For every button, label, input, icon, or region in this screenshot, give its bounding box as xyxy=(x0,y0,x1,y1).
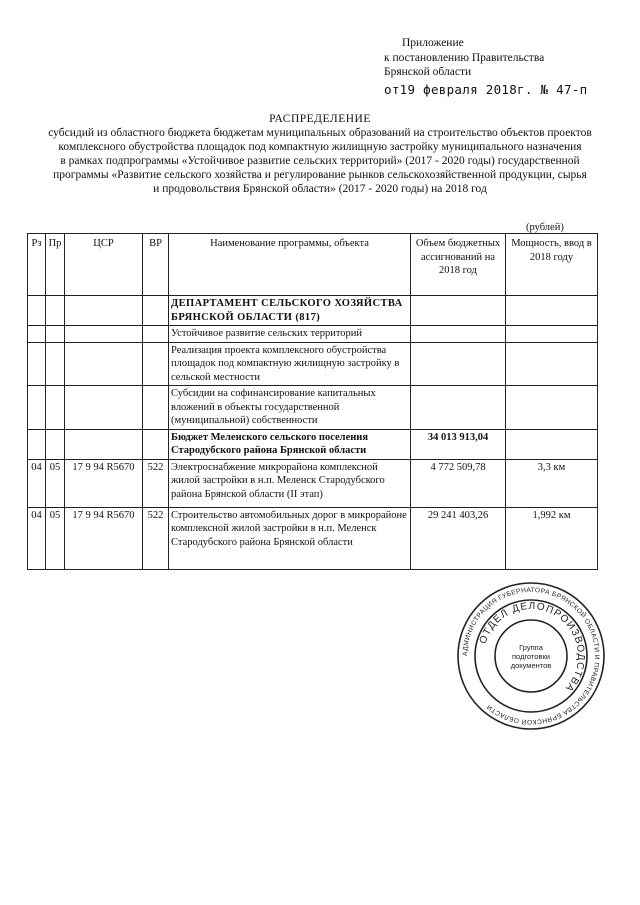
table-row xyxy=(28,296,598,326)
cell-capacity: 3,3 км xyxy=(506,459,598,507)
cell-csr xyxy=(65,342,143,386)
date-prefix: от xyxy=(384,81,400,97)
table-row xyxy=(28,429,598,459)
title-line: и продовольствия Брянской области» (2017 - 2020 годы) на 2018 год xyxy=(153,183,487,195)
cell-pr xyxy=(46,326,65,343)
title-line: программы «Развитие сельского хозяйства и регулирование рынков сельскохозяйственной продукции, сырья xyxy=(53,169,587,181)
annex-date-line xyxy=(384,83,587,98)
cell-amount: 34 013 913,04 xyxy=(411,429,506,459)
cell-name: Строительство автомобильных дорог в микрорайоне комплексной жилой застройки в н.п. Меленск Стародубского района Брянской области xyxy=(169,507,411,569)
title-line: в рамках подпрограммы «Устойчивое развитие сельских территорий» (2017 - 2020 годы) государственной xyxy=(60,155,580,167)
table-row xyxy=(28,459,598,507)
annex-block xyxy=(384,36,587,97)
cell-vr xyxy=(143,429,169,459)
cell-csr xyxy=(65,386,143,430)
cell-rz xyxy=(28,342,46,386)
title-line: комплексного обустройства площадок под компактную жилищную застройку муниципального назначения xyxy=(58,141,582,153)
cell-capacity xyxy=(506,326,598,343)
distribution-table xyxy=(27,233,598,570)
table-row xyxy=(28,326,598,343)
header-vr: ВР xyxy=(143,234,169,296)
cell-name: Электроснабжение микрорайона комплексной жилой застройки в н.п. Меленск Стародубского района Брянской области (II этап) xyxy=(169,459,411,507)
annex-label: Приложение xyxy=(402,37,464,49)
official-seal xyxy=(455,580,607,732)
cell-vr: 522 xyxy=(143,459,169,507)
cell-rz: 04 xyxy=(28,507,46,569)
units-label: (рублей) xyxy=(526,222,564,233)
cell-vr xyxy=(143,326,169,343)
header-name: Наименование программы, объекта xyxy=(169,234,411,296)
seal-inner-line: документов xyxy=(510,661,552,670)
cell-rz xyxy=(28,296,46,326)
cell-capacity xyxy=(506,342,598,386)
cell-rz xyxy=(28,386,46,430)
cell-capacity xyxy=(506,296,598,326)
annex-resolution: к постановлению Правительства xyxy=(384,51,545,64)
cell-amount xyxy=(411,326,506,343)
seal-outer-textpath: АДМИНИСТРАЦИЯ ГУБЕРНАТОРА БРЯНСКОЙ ОБЛАСТИ И ПРАВИТЕЛЬСТВА БРЯНСКОЙ ОБЛАСТИ xyxy=(461,586,601,726)
header-csr: ЦСР xyxy=(65,234,143,296)
cell-csr xyxy=(65,296,143,326)
seal-middle-textpath: ОТДЕЛ ДЕЛОПРОИЗВОДСТВА xyxy=(477,600,587,695)
date-value: 19 февраля 2018г. № 47-п xyxy=(399,81,588,97)
cell-name: Субсидии на софинансирование капитальных вложений в объекты государственной (муниципальной) собственности xyxy=(169,386,411,430)
cell-rz xyxy=(28,429,46,459)
seal-inner-line: Группа xyxy=(519,643,543,652)
cell-amount xyxy=(411,296,506,326)
title-line: субсидий из областного бюджета бюджетам муниципальных образований на строительство объектов проектов xyxy=(48,127,592,139)
cell-amount xyxy=(411,386,506,430)
cell-csr: 17 9 94 R5670 xyxy=(65,507,143,569)
cell-pr xyxy=(46,386,65,430)
cell-capacity: 1,992 км xyxy=(506,507,598,569)
cell-csr xyxy=(65,429,143,459)
cell-pr xyxy=(46,429,65,459)
cell-rz: 04 xyxy=(28,459,46,507)
cell-capacity xyxy=(506,386,598,430)
header-row xyxy=(28,234,598,296)
cell-pr xyxy=(46,296,65,326)
cell-name: Бюджет Меленского сельского поселения Стародубского района Брянской области xyxy=(169,429,411,459)
cell-amount xyxy=(411,342,506,386)
cell-pr: 05 xyxy=(46,507,65,569)
cell-vr: 522 xyxy=(143,507,169,569)
cell-csr xyxy=(65,326,143,343)
seal-inner-line: подготовки xyxy=(512,652,550,661)
header-rz: Рз xyxy=(28,234,46,296)
cell-rz xyxy=(28,326,46,343)
header-amount: Объем бюджетных ассигнований на 2018 год xyxy=(411,234,506,296)
cell-vr xyxy=(143,342,169,386)
cell-csr: 17 9 94 R5670 xyxy=(65,459,143,507)
table-row xyxy=(28,386,598,430)
cell-name: Реализация проекта комплексного обустройства площадок под компактную жилищную застройку в сельской местности xyxy=(169,342,411,386)
cell-name: ДЕПАРТАМЕНТ СЕЛЬСКОГО ХОЗЯЙСТВА БРЯНСКОЙ ОБЛАСТИ (817) xyxy=(169,296,411,326)
cell-pr xyxy=(46,342,65,386)
table-row xyxy=(28,507,598,569)
cell-pr: 05 xyxy=(46,459,65,507)
cell-vr xyxy=(143,296,169,326)
cell-amount: 4 772 509,78 xyxy=(411,459,506,507)
cell-vr xyxy=(143,386,169,430)
annex-region: Брянской области xyxy=(384,66,472,78)
table-row xyxy=(28,342,598,386)
cell-capacity xyxy=(506,429,598,459)
header-capacity: Мощность, ввод в 2018 году xyxy=(506,234,598,296)
cell-name: Устойчивое развитие сельских территорий xyxy=(169,326,411,343)
document-title xyxy=(20,112,620,196)
title-heading: РАСПРЕДЕЛЕНИЕ xyxy=(269,113,371,125)
header-pr: Пр xyxy=(46,234,65,296)
cell-amount: 29 241 403,26 xyxy=(411,507,506,569)
